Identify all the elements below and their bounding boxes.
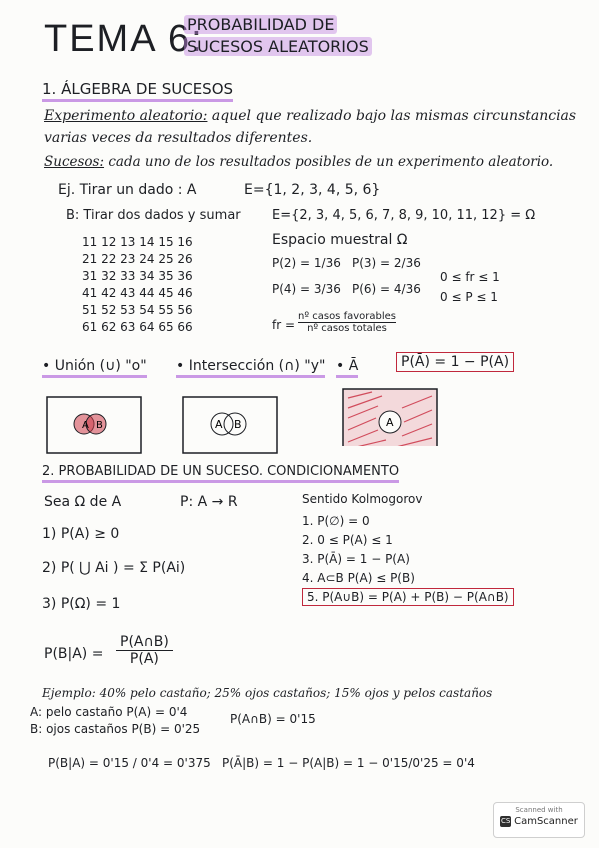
venn-complement-a: A (386, 416, 394, 429)
intersection-label: • Intersección (∩) "y" (176, 358, 325, 374)
matrix-row: 11 12 13 14 15 16 (82, 235, 193, 249)
prob-6: P(6) = 4/36 (352, 282, 421, 296)
example-statement: Ejemplo: 40% pelo castaño; 25% ojos castaños; 15% ojos y pelos castaños (42, 686, 493, 700)
conditional-label: P(B|A) = (44, 646, 104, 662)
fr-range: 0 ≤ fr ≤ 1 (440, 270, 500, 284)
example-result-2: P(Ā|B) = 1 − P(A|B) = 1 − 0'15/0'25 = 0'4 (222, 756, 475, 770)
axiom-2: 2) P( ⋃ Ai ) = Σ P(Ai) (42, 560, 186, 576)
venn-complement (342, 388, 438, 446)
venn-union-a: A (82, 420, 89, 431)
kolmogorov-1: 1. P(∅) = 0 (302, 514, 370, 528)
outcome-matrix (82, 234, 193, 336)
camscanner-badge (493, 802, 585, 838)
prob-map: P: A → R (180, 494, 238, 510)
example-b: B: Tirar dos dados y sumar (66, 208, 241, 223)
axiom-3: 3) P(Ω) = 1 (42, 596, 121, 612)
complement-formula: P(Ā) = 1 − P(A) (396, 354, 514, 370)
p-range: 0 ≤ P ≤ 1 (440, 290, 498, 304)
matrix-row: 41 42 43 44 45 46 (82, 286, 193, 300)
matrix-row: 51 52 53 54 55 56 (82, 303, 193, 317)
page-subtitle (184, 14, 372, 58)
conditional-fraction: P(A∩B) P(A) (116, 634, 173, 667)
kolmogorov-3: 3. P(Ā) = 1 − P(A) (302, 552, 410, 566)
kolmogorov-4: 4. A⊂B P(A) ≤ P(B) (302, 571, 415, 585)
example-a-def: A: pelo castaño P(A) = 0'4 (30, 705, 188, 719)
axiom-1: 1) P(A) ≥ 0 (42, 526, 120, 542)
sucesos-definition: Sucesos: cada uno de los resultados posibles de un experimento aleatorio. (44, 154, 554, 170)
venn-intersection (182, 396, 278, 454)
example-b-def: B: ojos castaños P(B) = 0'25 (30, 722, 201, 736)
example-a-set: E={1, 2, 3, 4, 5, 6} (244, 182, 381, 198)
camscanner-logo-icon: CS (500, 817, 511, 825)
example-b-set: E={2, 3, 4, 5, 6, 7, 8, 9, 10, 11, 12} = Ω (272, 208, 536, 223)
example-a: Ej. Tirar un dado : A (58, 182, 197, 198)
venn-inter-b: B (234, 418, 242, 431)
kolmogorov-2: 2. 0 ≤ P(A) ≤ 1 (302, 533, 393, 547)
subtitle-line-2: SUCESOS ALEATORIOS (184, 37, 372, 56)
matrix-row: 31 32 33 34 35 36 (82, 269, 193, 283)
fr-fraction: nº casos favorables nº casos totales (298, 311, 396, 334)
example-intersection: P(A∩B) = 0'15 (230, 712, 316, 726)
matrix-row: 61 62 63 64 65 66 (82, 320, 193, 334)
experimento-definition: Experimento aleatorio: aquel que realizado bajo las mismas circunstancias (44, 108, 577, 124)
prob-2: P(2) = 1/36 (272, 256, 341, 270)
experimento-definition-2: varias veces da resultados diferentes. (44, 130, 313, 146)
kolmogorov-5: 5. P(A∪B) = P(A) + P(B) − P(A∩B) (302, 590, 514, 604)
venn-inter-a: A (215, 418, 223, 431)
kolmogorov-title: Sentido Kolmogorov (302, 492, 423, 506)
sea-omega: Sea Ω de A (44, 494, 122, 510)
prob-3: P(3) = 2/36 (352, 256, 421, 270)
espacio-muestral: Espacio muestral Ω (272, 232, 408, 248)
complement-label: • Ā (336, 358, 358, 374)
union-label: • Unión (∪) "o" (42, 358, 147, 374)
scanner-line-1: Scanned with (515, 806, 563, 814)
fr-formula-label: fr = (272, 318, 296, 332)
matrix-row: 21 22 23 24 25 26 (82, 252, 193, 266)
scanner-line-2: CamScanner (514, 816, 578, 827)
section-2-heading: 2. PROBABILIDAD DE UN SUCESO. CONDICIONAMENTO (42, 464, 399, 479)
venn-union (46, 396, 142, 454)
subtitle-line-1: PROBABILIDAD DE (184, 15, 337, 34)
venn-union-b: B (96, 420, 103, 431)
section-1-heading: 1. ÁLGEBRA DE SUCESOS (42, 80, 233, 98)
prob-4: P(4) = 3/36 (272, 282, 341, 296)
page-title: TEMA 6: (44, 18, 204, 60)
example-result-1: P(B|A) = 0'15 / 0'4 = 0'375 (48, 756, 211, 770)
